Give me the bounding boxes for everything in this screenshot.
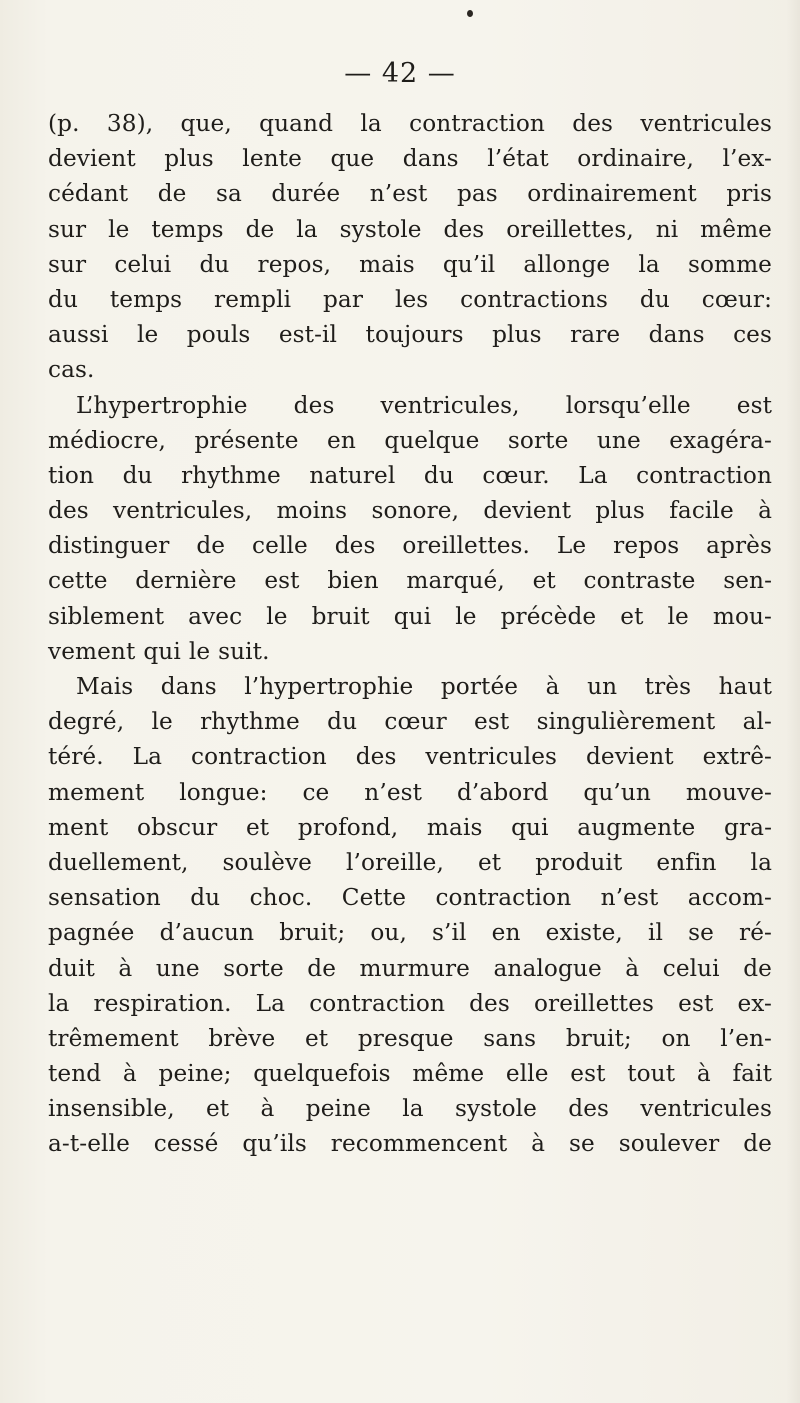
body-text <box>48 106 772 1162</box>
text-line: pagnée d’aucun bruit; ou, s’il en existe, il se ré- <box>48 919 772 947</box>
text-line: ment obscur et profond, mais qui augmente gra- <box>48 813 772 841</box>
text-line: cédant de sa durée n’est pas ordinairement pris <box>48 180 772 208</box>
text-line: L’hypertrophie des ventricules, lorsqu’elle est <box>76 391 772 419</box>
text-line: distinguer de celle des oreillettes. Le repos après <box>48 532 772 560</box>
text-line: sur le temps de la systole des oreillettes, ni même <box>48 215 772 243</box>
text-line: tion du rhythme naturel du cœur. La contraction <box>48 461 772 489</box>
text-line: siblement avec le bruit qui le précède et le mou- <box>48 602 772 630</box>
text-line: tend à peine; quelquefois même elle est tout à fait <box>48 1060 772 1088</box>
text-line: degré, le rhythme du cœur est singulièrement al- <box>48 708 772 736</box>
text-line: a-t-elle cessé qu’ils recommencent à se soulever de <box>48 1130 772 1158</box>
text-line: téré. La contraction des ventricules devient extrê- <box>48 743 772 771</box>
text-line: médiocre, présente en quelque sorte une exagéra- <box>48 426 772 454</box>
text-line: Mais dans l’hypertrophie portée à un très haut <box>76 673 772 700</box>
text-line: cette dernière est bien marqué, et contraste sen- <box>48 567 772 595</box>
text-line: sur celui du repos, mais qu’il allonge la somme <box>48 250 772 278</box>
text-line: des ventricules, moins sonore, devient plus facile à <box>48 497 772 525</box>
text-line: mement longue: ce n’est d’abord qu’un mouve- <box>48 778 772 806</box>
text-line: cas. <box>48 356 95 384</box>
text-line: trêmement brève et presque sans bruit; on l’en- <box>48 1024 772 1052</box>
text-line: (p. 38), que, quand la contraction des ventricules <box>48 110 772 137</box>
text-line: sensation du choc. Cette contraction n’est accom- <box>48 884 772 912</box>
text-line: duit à une sorte de murmure analogue à celui de <box>48 954 772 982</box>
text-line: insensible, et à peine la systole des ventricules <box>48 1095 772 1123</box>
text-line: aussi le pouls est-il toujours plus rare dans ces <box>48 321 772 349</box>
page-edge-shadow <box>786 0 800 1403</box>
text-line: duellement, soulève l’oreille, et produit enfin la <box>48 848 772 876</box>
text-line: vement qui le suit. <box>48 637 270 665</box>
text-line: du temps rempli par les contractions du cœur: <box>48 285 772 313</box>
text-line: devient plus lente que dans l’état ordinaire, l’ex- <box>48 145 772 173</box>
text-line: la respiration. La contraction des oreillettes est ex- <box>48 989 772 1017</box>
ink-speck <box>467 10 473 17</box>
page-number: — 42 — <box>344 58 456 89</box>
